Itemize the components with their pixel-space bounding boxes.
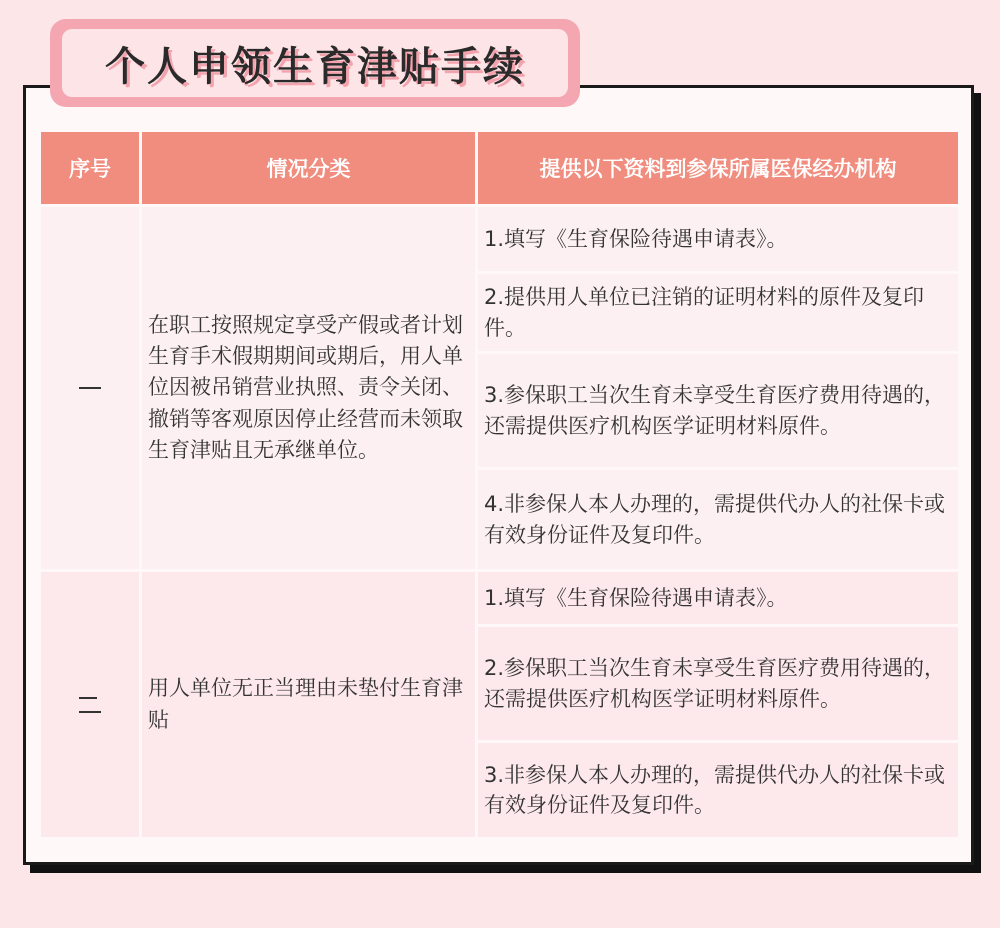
- header-category: 情况分类: [142, 132, 475, 204]
- header-materials: 提供以下资料到参保所属医保经办机构: [478, 132, 958, 204]
- page-title: 个人申领生育津贴手续: [105, 43, 525, 90]
- header-seq: 序号: [41, 132, 139, 204]
- row-1-item-1: 1.填写《生育保险待遇申请表》。: [478, 207, 958, 271]
- row-2-materials: [478, 572, 958, 837]
- row-2-item-3: 3.非参保人本人办理的，需提供代办人的社保卡或有效身份证件及复印件。: [478, 743, 958, 837]
- row-1-category: 在职工按照规定享受产假或者计划生育手术假期期间或期后，用人单位因被吊销营业执照、责令关闭、撤销等客观原因停止经营而未领取生育津贴且无承继单位。: [142, 207, 475, 569]
- row-1-item-4: 4.非参保人本人办理的，需提供代办人的社保卡或有效身份证件及复印件。: [478, 470, 958, 569]
- row-1-seq: [41, 207, 139, 569]
- row-1-item-3: 3.参保职工当次生育未享受生育医疗费用待遇的，还需提供医疗机构医学证明材料原件。: [478, 354, 958, 467]
- row-1-materials: [478, 207, 958, 569]
- row-2-item-2: 2.参保职工当次生育未享受生育医疗费用待遇的，还需提供医疗机构医学证明材料原件。: [478, 627, 958, 740]
- row-2-category: 用人单位无正当理由未垫付生育津贴: [142, 572, 475, 837]
- row-2-item-1: 1.填写《生育保险待遇申请表》。: [478, 572, 958, 624]
- seq-mark-1: [79, 387, 101, 389]
- seq-mark-2: [79, 697, 101, 713]
- row-1-item-2: 2.提供用人单位已注销的证明材料的原件及复印件。: [478, 274, 958, 351]
- title-inner: [62, 29, 568, 97]
- title-tab: [50, 19, 580, 107]
- row-2-seq: [41, 572, 139, 837]
- procedure-table: [41, 132, 958, 837]
